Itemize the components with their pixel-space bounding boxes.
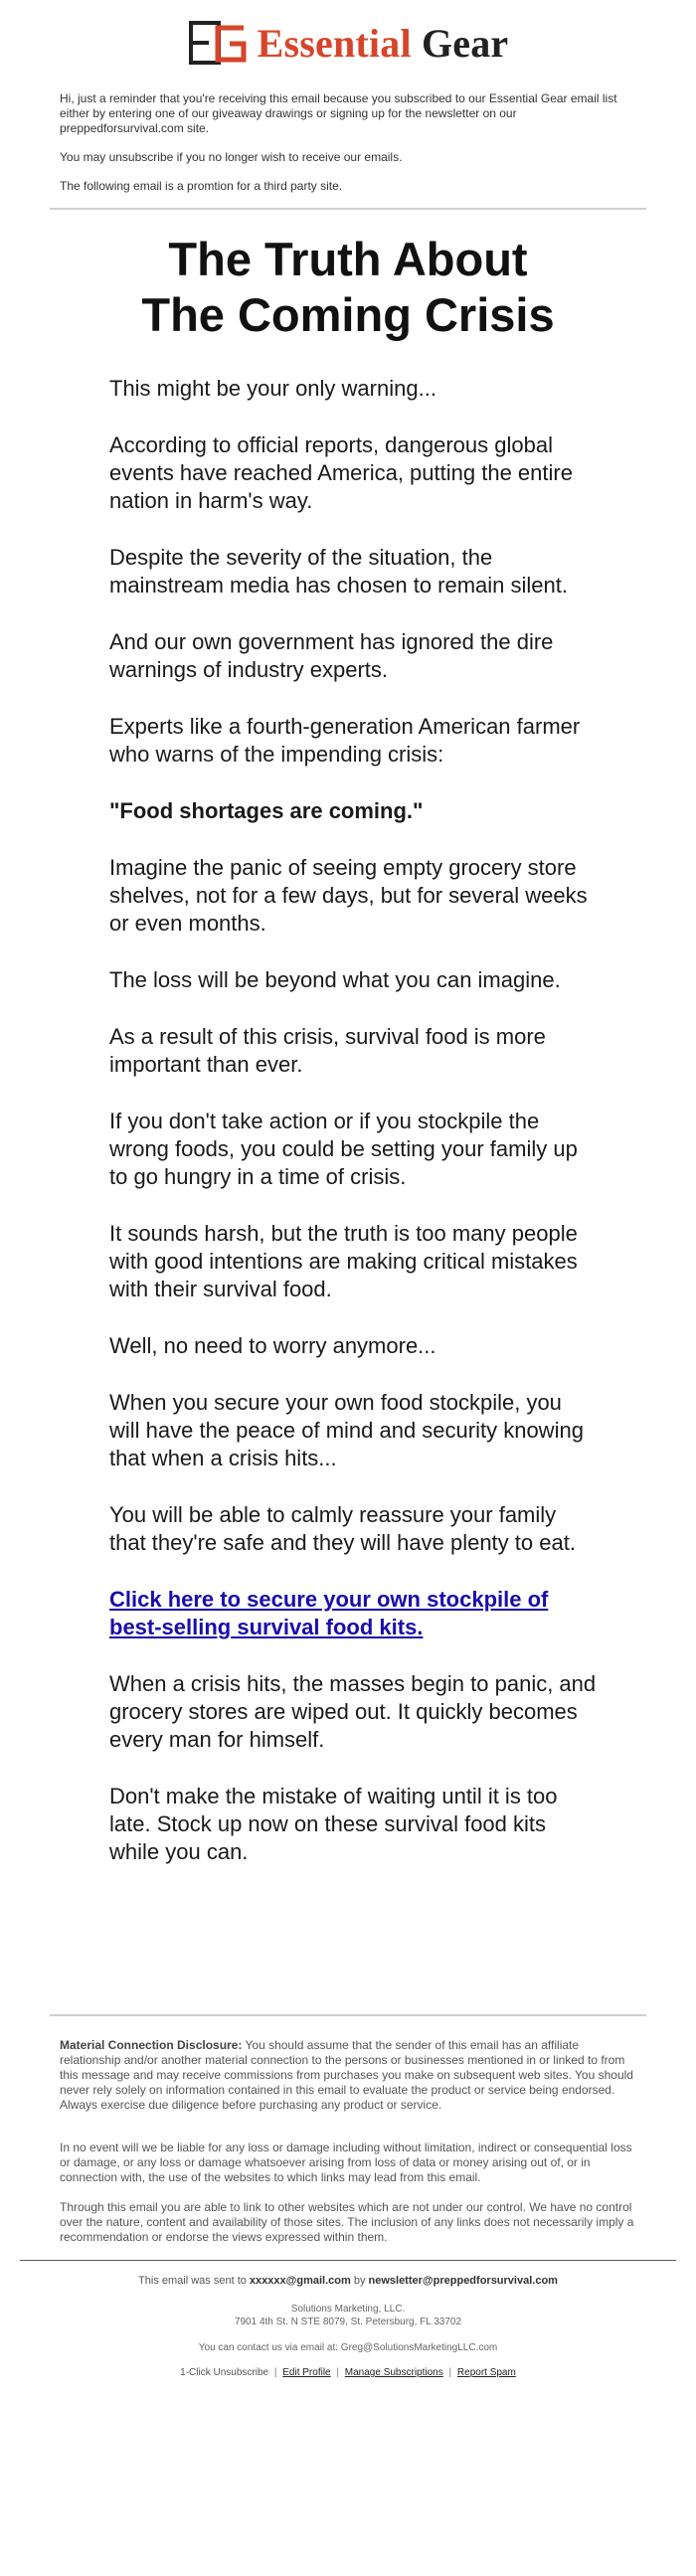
brand-word-essential: Essential — [257, 20, 412, 66]
body-paragraph: Imagine the panic of seeing empty grocery store shelves, not for a few days, but for several weeks or even months. — [109, 855, 588, 936]
headline-line-2: The Coming Crisis — [141, 288, 555, 341]
divider — [50, 208, 646, 210]
external-links-paragraph: Through this email you are able to link to other websites which are not under our control. We have no control over the nature, content and availability of those sites. The inclusion of any links does not necessarily imply a recommendation or endorse the views expressed within them. — [60, 2200, 634, 2244]
quote-paragraph: "Food shortages are coming." — [109, 798, 424, 823]
email-body — [0, 343, 597, 1866]
unsubscribe-text[interactable]: 1-Click Unsubscribe — [180, 2367, 269, 2378]
recipient-email: xxxxxx@gmail.com — [249, 2275, 351, 2287]
cta-link[interactable]: Click here to secure your own stockpile of best-selling survival food kits. — [109, 1587, 549, 1639]
separator: | — [273, 2367, 277, 2378]
company-address — [0, 2303, 696, 2328]
body-paragraph: According to official reports, dangerous global events have reached America, putting the entire nation in harm's way. — [109, 432, 573, 513]
body-paragraph: Despite the severity of the situation, the mainstream media has chosen to remain silent. — [109, 545, 568, 598]
body-paragraph: When a crisis hits, the masses begin to panic, and grocery stores are wiped out. It quickly becomes every man for himself. — [109, 1671, 597, 1752]
body-paragraph: Don't make the mistake of waiting until it is too late. Stock up now on these survival food kits while you can. — [109, 1784, 558, 1864]
separator: | — [336, 2367, 339, 2378]
subscription-notice — [0, 86, 696, 194]
footer-links — [0, 2367, 696, 2378]
manage-subscriptions-link[interactable]: Manage Subscriptions — [344, 2367, 443, 2378]
headline-line-1: The Truth About — [168, 233, 528, 285]
notice-paragraph: You may unsubscribe if you no longer wish to receive our emails. — [60, 150, 403, 164]
body-paragraph: As a result of this crisis, survival food is more important than ever. — [109, 1024, 546, 1077]
report-spam-link[interactable]: Report Spam — [456, 2367, 516, 2378]
headline — [0, 232, 696, 343]
company-name: Solutions Marketing, LLC. — [290, 2304, 406, 2315]
eg-logo-icon — [188, 20, 248, 66]
liability-paragraph: In no event will we be liable for any loss or damage including without limitation, indirect or consequential loss or damage, or any loss or damage whatsoever arising from loss of data or money arising out of, or in connection with, the use of the websites to which links may lead from this email. — [60, 2141, 632, 2184]
sent-prefix: This email was sent to — [138, 2275, 250, 2287]
brand-word-gear: Gear — [421, 20, 509, 66]
body-paragraph: And our own government has ignored the dire warnings of industry experts. — [109, 629, 554, 682]
edit-profile-link[interactable]: Edit Profile — [282, 2367, 331, 2378]
disclosure-paragraph — [60, 2038, 636, 2113]
body-paragraph: Well, no need to worry anymore... — [109, 1333, 436, 1358]
contact-line: You can contact us via email at: Greg@SolutionsMarketingLLC.com — [198, 2342, 498, 2353]
separator: | — [448, 2367, 452, 2378]
body-paragraph: When you secure your own food stockpile, you will have the peace of mind and security knowing that when a crisis hits... — [109, 1390, 584, 1470]
body-paragraph: Experts like a fourth-generation American farmer who warns of the impending crisis: — [109, 714, 581, 767]
disclosure-text: You should assume that the sender of this email has an affiliate relationship and/or another material connection to the persons or businesses mentioned in or linked to from this message and may receive commissions from purchases you make on subsequent web sites. You should never rely solely on information contained in this email to evaluate the product or service being endorsed. Always exercise due diligence before purchasing any product or service. — [60, 2038, 633, 2112]
body-paragraph: If you don't take action or if you stockpile the wrong foods, you could be setting your family up to go hungry in a time of crisis. — [109, 1109, 578, 1189]
body-paragraph: The loss will be beyond what you can imagine. — [109, 967, 561, 992]
street-address: 7901 4th St. N STE 8079, St. Petersburg, FL 33702 — [234, 2317, 462, 2327]
sender-email: newsletter@preppedforsurvival.com — [368, 2275, 558, 2287]
body-paragraph: You will be able to calmly reassure your family that they're safe and they will have plenty to eat. — [109, 1502, 576, 1555]
body-paragraph: It sounds harsh, but the truth is too many people with good intentions are making critical mistakes with their survival food. — [109, 1221, 578, 1301]
header-logo — [0, 0, 696, 86]
notice-paragraph: Hi, just a reminder that you're receiving this email because you subscribed to our Essential Gear email list either by entering one of our giveaway drawings or signing up for the newsletter on our preppedforsurvival.com site. — [60, 91, 617, 135]
divider — [20, 2260, 676, 2261]
brand-name — [258, 20, 509, 67]
disclaimer-section — [0, 2016, 696, 2245]
sent-to-line — [0, 2275, 696, 2287]
notice-paragraph: The following email is a promtion for a third party site. — [60, 179, 343, 193]
disclosure-lead: Material Connection Disclosure: — [60, 2038, 243, 2052]
sent-by-text: by — [350, 2275, 369, 2287]
body-paragraph: This might be your only warning... — [109, 376, 436, 401]
